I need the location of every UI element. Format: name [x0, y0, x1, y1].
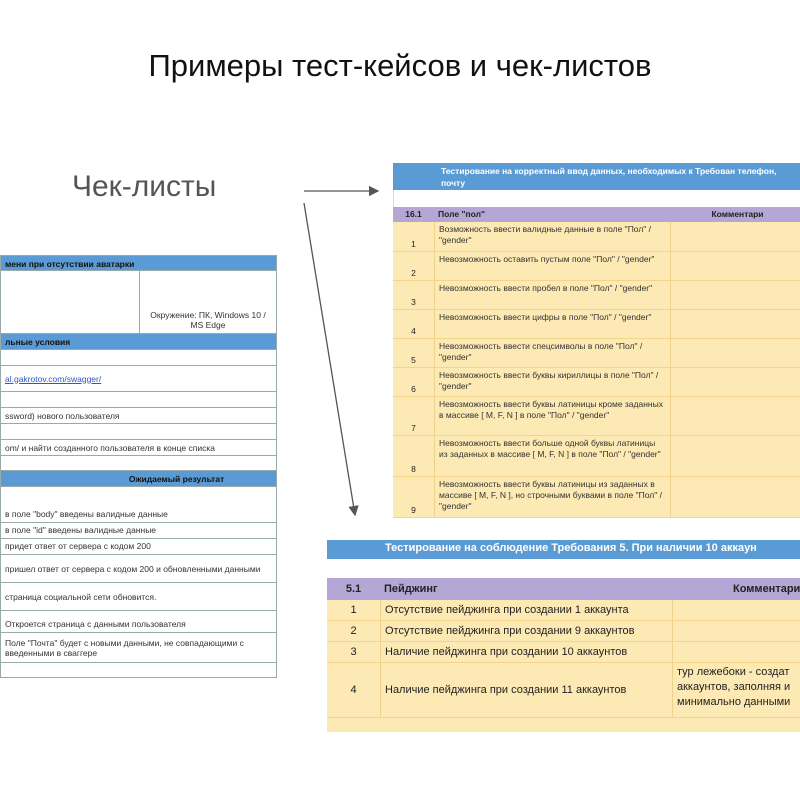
result-6: Откроется страница с данными пользователя [0, 611, 277, 633]
row-comment [671, 281, 800, 309]
row-text: Наличие пейджинга при создании 10 аккаунтов [380, 642, 673, 662]
environment-cell: Окружение: ПК, Windows 10 / MS Edge [150, 310, 266, 330]
arrow-to-checklist-2 [304, 203, 355, 515]
section-name: Поле "пол" [438, 209, 486, 219]
checklist-row [393, 310, 800, 339]
row-text: Невозможность ввести буквы латиницы кроме заданных в массиве [ M, F, N ] в поле "Пол" / "gender" [434, 397, 671, 435]
checklist-row [327, 642, 800, 663]
checklist-1-header: Тестирование на корректный ввод данных, необходимых к Требован телефон, почту [393, 163, 800, 190]
comments-header: Комментари [711, 209, 764, 219]
result-3: придет ответ от сервера с кодом 200 [0, 539, 277, 555]
row-comment [673, 621, 800, 641]
checklist-row [393, 477, 800, 518]
row-text: Возможность ввести валидные данные в поле "Пол" / "gender" [434, 222, 671, 251]
checklist-paging [327, 540, 800, 732]
row-text: Отсутствие пейджинга при создании 1 аккаунта [380, 600, 673, 620]
row-text: Невозможность ввести буквы латиницы из заданных в массиве [ M, F, N ], но строчными буквами в поле "Пол" / "gender" [434, 477, 671, 517]
row-comment [671, 310, 800, 338]
checklist-row [393, 252, 800, 281]
row-number: 4 [411, 326, 416, 336]
row-comment [671, 477, 800, 517]
checklist-row [327, 621, 800, 642]
step-2: om/ и найти созданного пользователя в конце списка [0, 440, 277, 456]
section-subtitle: Чек-листы [72, 170, 217, 203]
row-text: Невозможность ввести спецсимволы в поле "Пол" / "gender" [434, 339, 671, 367]
result-2: в поле "id" введены валидные данные [0, 523, 277, 539]
row-number: 6 [411, 384, 416, 394]
swagger-link[interactable]: al.gakrotov.com/swagger/ [0, 366, 277, 392]
row-number: 1 [411, 239, 416, 249]
checklist-row [327, 663, 800, 718]
row-number: 3 [350, 646, 357, 658]
checklist-row [393, 339, 800, 368]
row-text: Невозможность ввести пробел в поле "Пол" / "gender" [434, 281, 671, 309]
test-case-header: мени при отсутствии аватарки [0, 255, 277, 271]
row-number: 2 [350, 625, 357, 637]
checklist-row [393, 397, 800, 436]
row-comment [671, 436, 800, 476]
row-comment [671, 368, 800, 396]
row-number: 8 [411, 464, 416, 474]
result-7: Поле "Почта" будет с новыми данными, не совпадающими с введенными в сваггере [0, 633, 277, 663]
step-1: ssword) нового пользователя [0, 408, 277, 424]
row-comment: тур лежебоки - создат аккаунтов, заполняя и минимально данными [677, 666, 791, 708]
checklist-gender [393, 163, 800, 518]
row-text: Невозможность ввести больше одной буквы латиницы из заданных в массиве [ M, F, N ] в поле "Пол" / "gender" [434, 436, 671, 476]
row-number: 5 [411, 355, 416, 365]
checklist-2-column-header [327, 578, 800, 600]
section-number: 16.1 [405, 209, 422, 219]
result-4: пришел ответ от сервера с кодом 200 и обновленными данными [0, 555, 277, 583]
row-comment [673, 600, 800, 620]
checklist-row [393, 436, 800, 477]
checklist-1-column-header [393, 207, 800, 222]
preconditions-header: льные условия [0, 334, 277, 350]
row-text: Наличие пейджинга при создании 11 аккаунтов [380, 663, 673, 717]
test-case-sheet [0, 255, 277, 678]
row-number: 9 [411, 505, 416, 515]
row-comment [671, 339, 800, 367]
row-comment [671, 397, 800, 435]
page-title: Примеры тест-кейсов и чек-листов [148, 48, 652, 83]
row-comment [673, 642, 800, 662]
row-comment [671, 252, 800, 280]
row-number: 7 [411, 423, 416, 433]
checklist-row [393, 281, 800, 310]
section-number: 5.1 [345, 583, 362, 595]
row-number: 4 [350, 684, 357, 696]
checklist-row [393, 222, 800, 252]
row-number: 3 [411, 297, 416, 307]
row-text: Невозможность оставить пустым поле "Пол" / "gender" [434, 252, 671, 280]
checklist-row [327, 600, 800, 621]
checklist-row [393, 368, 800, 397]
row-text: Отсутствие пейджинга при создании 9 аккаунтов [380, 621, 673, 641]
result-1: в поле "body" введены валидные данные [0, 487, 277, 523]
row-comment [671, 222, 800, 251]
expected-result-header: Ожидаемый результат [0, 471, 277, 487]
row-number: 2 [411, 268, 416, 278]
row-number: 1 [350, 604, 357, 616]
row-text: Невозможность ввести цифры в поле "Пол" / "gender" [434, 310, 671, 338]
result-5: страница социальной сети обновится. [0, 583, 277, 611]
row-text: Невозможность ввести буквы кириллицы в поле "Пол" / "gender" [434, 368, 671, 396]
checklist-2-header: Тестирование на соблюдение Требования 5. При наличии 10 аккаун [327, 540, 800, 559]
comments-header: Комментари [733, 583, 800, 595]
section-name: Пейджинг [384, 583, 438, 595]
